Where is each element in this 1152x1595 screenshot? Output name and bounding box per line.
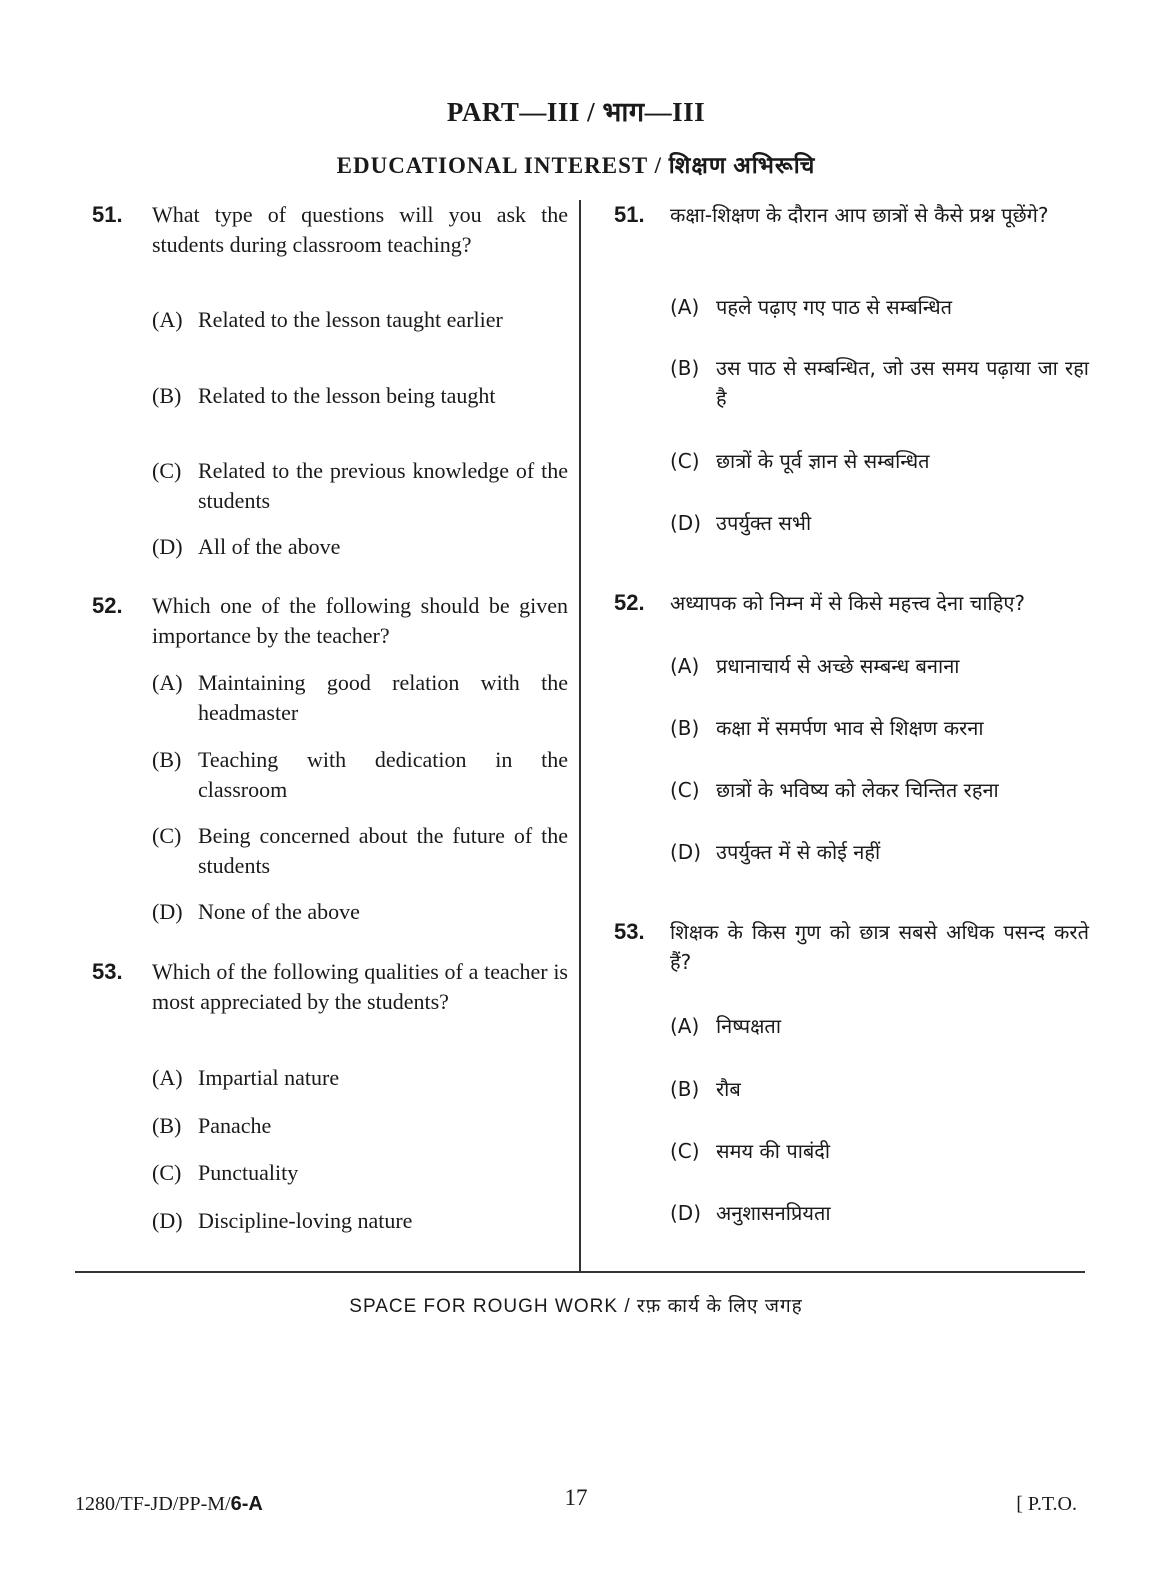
- option-text: निष्पक्षता: [716, 1014, 781, 1038]
- question-51-en: [92, 200, 568, 260]
- option-text: उपर्युक्त में से कोई नहीं: [716, 840, 881, 864]
- option-text: Related to the previous knowledge of the students: [198, 458, 568, 513]
- option-label: (B): [670, 716, 700, 740]
- option-text: Punctuality: [198, 1160, 299, 1185]
- option-text: Related to the lesson being taught: [198, 383, 496, 408]
- option: [152, 821, 568, 881]
- option-label: (C): [670, 778, 700, 802]
- option-label: (C): [670, 1139, 700, 1163]
- option: [152, 1111, 568, 1141]
- option: [152, 1158, 568, 1188]
- question-text: Which one of the following should be given importance by the teacher?: [152, 593, 568, 648]
- column-divider: [579, 200, 581, 1272]
- question-text: शिक्षक के किस गुण को छात्र सबसे अधिक पसन्द करते हैं?: [670, 920, 1089, 974]
- option: [152, 897, 568, 927]
- question-51-hi: [614, 200, 1089, 230]
- option-text: समय की पाबंदी: [716, 1139, 831, 1163]
- option-text: अनुशासनप्रियता: [716, 1201, 831, 1225]
- option: [670, 1011, 1089, 1041]
- option: [670, 292, 1089, 322]
- option: [152, 745, 568, 805]
- option-text: उपर्युक्त सभी: [716, 511, 812, 535]
- option-text: All of the above: [198, 534, 341, 559]
- page-number: 17: [564, 1485, 588, 1510]
- question-52-en: [92, 591, 568, 651]
- option: [670, 508, 1089, 538]
- option-label: (B): [152, 747, 182, 772]
- question-number: 52.: [92, 593, 123, 618]
- option: [670, 1198, 1089, 1228]
- option-label: (A): [670, 295, 700, 319]
- option-label: (D): [670, 511, 702, 535]
- option: [670, 353, 1089, 413]
- option-label: (B): [670, 1077, 700, 1101]
- question-52-hi: [614, 588, 1089, 618]
- option-text: रौब: [716, 1077, 741, 1101]
- option-label: (D): [152, 1208, 183, 1233]
- part-title: PART—III / भाग—III: [446, 97, 706, 127]
- option-text: उस पाठ से सम्बन्धित, जो उस समय पढ़ाया जा रहा है: [716, 356, 1089, 410]
- option-label: (A): [152, 670, 183, 695]
- section-title: EDUCATIONAL INTEREST / शिक्षण अभिरूचि: [336, 153, 816, 178]
- option-label: (C): [152, 1160, 182, 1185]
- question-number: 53.: [614, 919, 645, 944]
- option-text: Related to the lesson taught earlier: [198, 307, 503, 332]
- option: [670, 651, 1089, 681]
- option: [670, 775, 1089, 805]
- option: [152, 456, 568, 516]
- option-label: (B): [670, 356, 700, 380]
- option-text: छात्रों के पूर्व ज्ञान से सम्बन्धित: [716, 449, 930, 473]
- option-text: Impartial nature: [198, 1065, 340, 1090]
- option-label: (A): [152, 307, 183, 332]
- option: [152, 305, 568, 335]
- question-text: What type of questions will you ask the students during classroom teaching?: [152, 202, 568, 257]
- question-number: 51.: [614, 202, 645, 227]
- option: [152, 532, 568, 562]
- booklet-code-prefix: 1280/TF-JD/PP-M/: [75, 1493, 231, 1515]
- option: [152, 381, 568, 411]
- option-label: (C): [670, 449, 700, 473]
- option-label: (A): [670, 1014, 700, 1038]
- option-label: (C): [152, 458, 182, 483]
- option-text: Panache: [198, 1113, 272, 1138]
- option: [670, 713, 1089, 743]
- option: [152, 1206, 568, 1236]
- option-text: छात्रों के भविष्य को लेकर चिन्तित रहना: [716, 778, 999, 802]
- option: [670, 1136, 1089, 1166]
- rough-work-label: SPACE FOR ROUGH WORK / रफ़ कार्य के लिए जगह: [349, 1296, 803, 1317]
- question-text: कक्षा-शिक्षण के दौरान आप छात्रों से कैसे प्रश्न पूछेंगे?: [670, 203, 1049, 227]
- option-label: (B): [152, 383, 182, 408]
- pto-label: [ P.T.O.: [1016, 1493, 1077, 1515]
- option-text: None of the above: [198, 899, 360, 924]
- option-text: Discipline-loving nature: [198, 1208, 413, 1233]
- question-53-hi: [614, 917, 1089, 977]
- option-label: (D): [152, 534, 183, 559]
- option-label: (D): [670, 840, 702, 864]
- option-label: (D): [152, 899, 183, 924]
- section-bottom-rule: [75, 1271, 1085, 1273]
- option-text: पहले पढ़ाए गए पाठ से सम्बन्धित: [716, 295, 953, 319]
- option-label: (A): [670, 654, 700, 678]
- booklet-code-series: 6-A: [230, 1493, 263, 1515]
- option: [670, 446, 1089, 476]
- question-text: अध्यापक को निम्न में से किसे महत्त्व देना चाहिए?: [670, 591, 1026, 615]
- option-label: (D): [670, 1201, 702, 1225]
- option: [670, 1074, 1089, 1104]
- question-number: 52.: [614, 590, 645, 615]
- option: [152, 668, 568, 728]
- question-number: 53.: [92, 959, 123, 984]
- question-number: 51.: [92, 202, 123, 227]
- option-text: Being concerned about the future of the students: [198, 823, 568, 878]
- option-text: प्रधानाचार्य से अच्छे सम्बन्ध बनाना: [716, 654, 960, 678]
- question-text: Which of the following qualities of a teacher is most appreciated by the students?: [152, 959, 568, 1014]
- option: [670, 837, 1089, 867]
- option-label: (A): [152, 1065, 183, 1090]
- option-text: Maintaining good relation with the headmaster: [198, 670, 568, 725]
- option-text: कक्षा में समर्पण भाव से शिक्षण करना: [716, 716, 984, 740]
- option: [152, 1063, 568, 1093]
- question-53-en: [92, 957, 568, 1017]
- option-label: (C): [152, 823, 182, 848]
- option-text: Teaching with dedication in the classroom: [198, 747, 568, 802]
- option-label: (B): [152, 1113, 182, 1138]
